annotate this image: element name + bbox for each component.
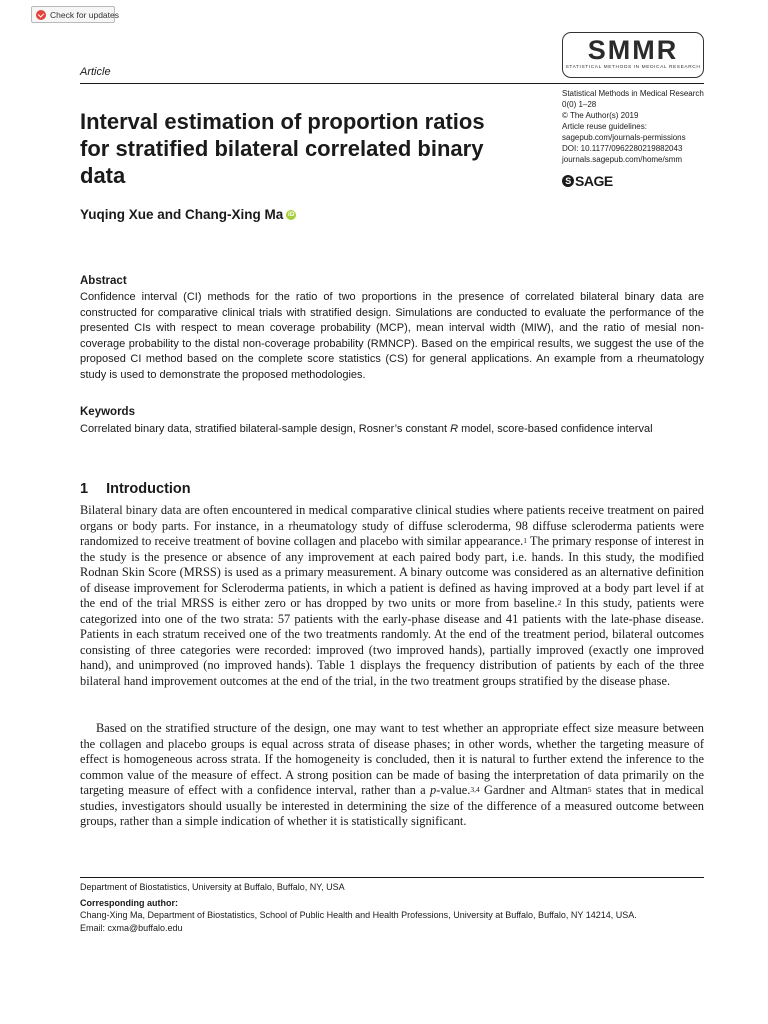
- check-for-updates-label: Check for updates: [50, 9, 119, 20]
- citation-5[interactable]: 5: [587, 785, 592, 795]
- copyright: © The Author(s) 2019: [562, 111, 639, 120]
- volume-pages: 0(0) 1–28: [562, 100, 597, 109]
- orcid-icon[interactable]: iD: [288, 210, 295, 218]
- p2-text-d: states that in medical studies, investigators should usually be interested in determining the size of the difference of a measured outcome between groups, rather than a simple indication of whether it is statistically significant.: [80, 783, 704, 829]
- abstract-text: Confidence interval (CI) methods for the ratio of two proportions in the presence of correlated bilateral binary data are constructed for comparative clinical trials with stratified design. Simulations are conducted to evaluate the performance of the presented CIs with respect to mean coverage probability (MCP), mean interval width (MIW), and the ratio of mesial non-coverage probability to the distal non-coverage probability (RMNCP). Based on the empirical results, we suggest the use of the proposed CI method based on the complete score statistics (CS) for general applications. An example from a rheumatology study is used to demonstrate the proposed methodologies.: [80, 291, 704, 381]
- reuse-guidelines-label: Article reuse guidelines:: [562, 122, 647, 131]
- p1-text-b: The primary response of interest in the study is the presence or absence of any improvement at each paired body part, i.e. hands. In this study, the modified Rodnan Skin Score (MRSS) is used as a primary measurement. A binary outcome was considered as an alternative definition of disease improvement for Scleroderma patients, in which a patient is defined as having improved at a body part level if at the end of the trial MRSS is either zero or has dropped by two units or more from baseline.: [80, 534, 704, 611]
- journal-logo-abbr: SMMR: [587, 35, 679, 65]
- keywords-italic-r: R: [450, 423, 459, 435]
- journal-meta: [562, 88, 722, 165]
- journal-name: Statistical Methods in Medical Research: [562, 89, 704, 98]
- citation-2[interactable]: 2: [557, 598, 562, 608]
- footer-divider: [80, 877, 704, 878]
- keywords-part-2: model, score-based confidence interval: [458, 423, 653, 435]
- citation-3-4[interactable]: 3,4: [470, 785, 480, 795]
- header-divider: [80, 83, 704, 84]
- authors-line: [80, 207, 296, 222]
- crossmark-icon: [36, 10, 46, 20]
- sage-s-icon: S: [562, 175, 574, 187]
- journal-logo: [562, 32, 704, 78]
- article-type: Article: [80, 66, 111, 78]
- introduction-heading: [80, 481, 191, 497]
- affiliation: Department of Biostatistics, University at Buffalo, Buffalo, NY, USA: [80, 882, 345, 892]
- section-number: 1: [80, 481, 89, 497]
- corresponding-author-address: Chang-Xing Ma, Department of Biostatistics, School of Public Health and Health Professions, University at Buffalo, Buffalo, NY 14214, USA.: [80, 910, 637, 920]
- paper-title: Interval estimation of proportion ratios for stratified bilateral correlated binary data: [80, 109, 485, 188]
- p2-italic-p: p: [430, 783, 437, 798]
- keywords-part-1: Correlated binary data, stratified bilateral-sample design, Rosner’s constant: [80, 423, 451, 435]
- section-title: Introduction: [106, 481, 191, 497]
- p1-text-c: In this study, patients were categorized into one of the two strata: 57 patients with the early-phase disease and 41 patients with the late-phase disease. Patients in each stratum received one of the two treatments randomly. At the end of the treatment period, bilateral outcomes consisting of three categories were recorded: improved (two improved hands), partially improved (exactly one improved hand), and unimproved (no improved hands). Table 1 displays the frequency distribution of patients by each of the three bilateral hand improvement outcomes at the end of the trial, in the two treatment groups stratified by the disease phase.: [80, 596, 704, 689]
- publisher-name: SAGE: [575, 173, 613, 189]
- publisher-logo: [562, 173, 613, 189]
- p2-text-b: -value.: [436, 783, 471, 798]
- journal-homepage-link[interactable]: journals.sagepub.com/home/smm: [562, 155, 683, 164]
- citation-1[interactable]: 1: [523, 536, 527, 546]
- permissions-link[interactable]: sagepub.com/journals-permissions: [562, 133, 686, 142]
- keywords-text: [80, 422, 704, 438]
- check-for-updates-button[interactable]: [31, 6, 119, 23]
- abstract-heading: Abstract: [80, 275, 127, 287]
- p2-text-c: Gardner and Altman: [479, 783, 588, 798]
- journal-logo-fullname: STATISTICAL METHODS IN MEDICAL RESEARCH: [565, 65, 701, 70]
- intro-paragraph-1: [80, 503, 704, 690]
- corresponding-author-label: Corresponding author:: [80, 898, 178, 908]
- p1-text-a: Bilateral binary data are often encountered in medical comparative clinical studies where patients receive treatment on paired organs or body parts. For instance, in a rheumatology study of diffuse scleroderma, 98 diffuse scleroderma patients were randomized to receive treatment of bovine collagen and placebo with similar appearance.: [80, 503, 704, 549]
- p2-text-a: Based on the stratified structure of the design, one may want to test whether an appropriate effect size measure between the collagen and placebo groups is equal across strata of disease phases; in other words, whether the targeting measure of effect is homogeneous across strata. If the homogeneity is concluded, then it is natural to further extend the inference to the common value of the measure of effect. A strong position can be made of basing the interpretation of data primarily on the targeting measure of effect with a confidence interval, rather than a: [80, 721, 704, 798]
- intro-paragraph-2: [80, 721, 704, 830]
- authors: Yuqing Xue and Chang-Xing Ma: [80, 207, 284, 222]
- corresponding-author-email[interactable]: Email: cxma@buffalo.edu: [80, 923, 183, 933]
- doi[interactable]: DOI: 10.1177/0962280219882043: [562, 144, 683, 153]
- keywords-heading: Keywords: [80, 406, 135, 418]
